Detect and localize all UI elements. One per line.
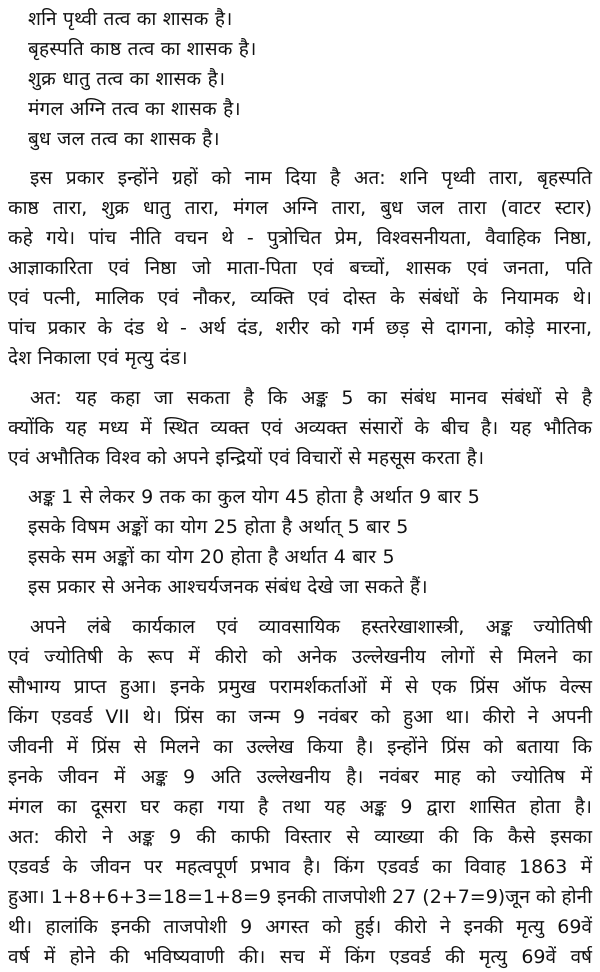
paragraph-line: देश निकाला एवं मृत्यु दंड। xyxy=(8,347,188,369)
list-item: इसके सम अङ्कों का योग 20 होता है अर्थात 4 बार 5 xyxy=(28,546,395,568)
paragraph-line: किंग एडवर्ड VII थे। प्रिंस का जन्म 9 नवंबर को हुआ था। कीरो ने अपनी xyxy=(8,706,592,728)
paragraph-line: इस प्रकार इन्होंने ग्रहों को नाम दिया है अत: शनि पृथ्वी तारा, बृहस्पति xyxy=(30,167,592,189)
paragraph-line: काष्ठ तारा, शुक्र धातु तारा, मंगल अग्नि तारा, बुध जल तारा (वाटर स्टार) xyxy=(8,197,592,219)
paragraph-line: आज्ञाकारिता एवं निष्ठा जो माता-पिता एवं बच्चों, शासक एवं जनता, पति xyxy=(8,257,592,279)
list-item: बुध जल तत्व का शासक है। xyxy=(28,128,220,150)
paragraph-line: अपने लंबे कार्यकाल एवं व्यावसायिक हस्तरेखाशास्त्री, अङ्क ज्योतिषी xyxy=(30,616,592,638)
paragraph-line: थी। हालांकि इनकी ताजपोशी 9 अगस्त को हुई। कीरो ने इनकी मृत्यु 69वें xyxy=(8,916,592,938)
list-item: शुक्र धातु तत्व का शासक है। xyxy=(28,68,226,90)
paragraph-line: एडवर्ड के जीवन पर महत्वपूर्ण प्रभाव है। किंग एडवर्ड का विवाह 1863 में xyxy=(8,856,592,878)
paragraph-line: एवं पत्नी, मालिक एवं नौकर, व्यक्ति एवं दोस्त के संबंधों के नियामक थे। xyxy=(8,287,592,309)
paragraph-line: पांच प्रकार के दंड थे - अर्थ दंड, शरीर को गर्म छड़ से दागना, कोड़े मारना, xyxy=(8,317,592,339)
list-item: शनि पृथ्वी तत्व का शासक है। xyxy=(28,8,233,30)
list-item: मंगल अग्नि तत्व का शासक है। xyxy=(28,98,241,120)
paragraph-line: कहे गये। पांच नीति वचन थे - पुत्रोचित प्रेम, विश्वसनीयता, वैवाहिक निष्ठा, xyxy=(8,227,592,249)
paragraph-line: एवं अभौतिक विश्व को अपने इन्द्रियों एवं विचारों से महसूस करता है। xyxy=(8,447,485,469)
list-item: इस प्रकार से अनेक आश्चर्यजनक संबंध देखे जा सकते हैं। xyxy=(28,576,428,598)
paragraph-line: क्योंकि यह मध्य में स्थित व्यक्त एवं अव्यक्त संसारों के बीच है। यह भौतिक xyxy=(8,417,592,439)
list-item: अङ्क 1 से लेकर 9 तक का कुल योग 45 होता है अर्थात 9 बार 5 xyxy=(28,486,481,508)
paragraph-line: सौभाग्य प्राप्त हुआ। इनके प्रमुख परामर्शकर्ताओं में से एक प्रिंस ऑफ वेल्स xyxy=(8,676,592,698)
paragraph-line: एवं ज्योतिषी के रूप में कीरो को अनेक उल्लेखनीय लोगों से मिलने का xyxy=(8,646,592,668)
paragraph-line: वर्ष में होने की भविष्यवाणी की। सच में किंग एडवर्ड की मृत्यु 69वें वर्ष xyxy=(8,946,592,968)
paragraph-line: मंगल का दूसरा घर कहा गया है तथा यह अङ्क 9 द्वारा शासित होता है। xyxy=(8,796,592,818)
list-item: इसके विषम अङ्कों का योग 25 होता है अर्थात् 5 बार 5 xyxy=(28,516,409,538)
paragraph-line: अत: यह कहा जा सकता है कि अङ्क 5 का संबंध मानव संबंधों से है xyxy=(30,387,592,409)
list-item: बृहस्पति काष्ठ तत्व का शासक है। xyxy=(28,38,257,60)
paragraph-line: अत: कीरो ने अङ्क 9 की काफी विस्तार से व्याख्या की कि कैसे इसका xyxy=(8,826,592,848)
paragraph-line: जीवनी में प्रिंस से मिलने का उल्लेख किया है। इन्होंने प्रिंस को बताया कि xyxy=(8,736,592,758)
paragraph-line: इनके जीवन में अङ्क 9 अति उल्लेखनीय है। नवंबर माह को ज्योतिष में xyxy=(8,766,592,788)
paragraph-line: हुआ। 1+8+6+3=18=1+8=9 इनकी ताजपोशी 27 (2+7=9)जून को होनी xyxy=(8,886,592,908)
